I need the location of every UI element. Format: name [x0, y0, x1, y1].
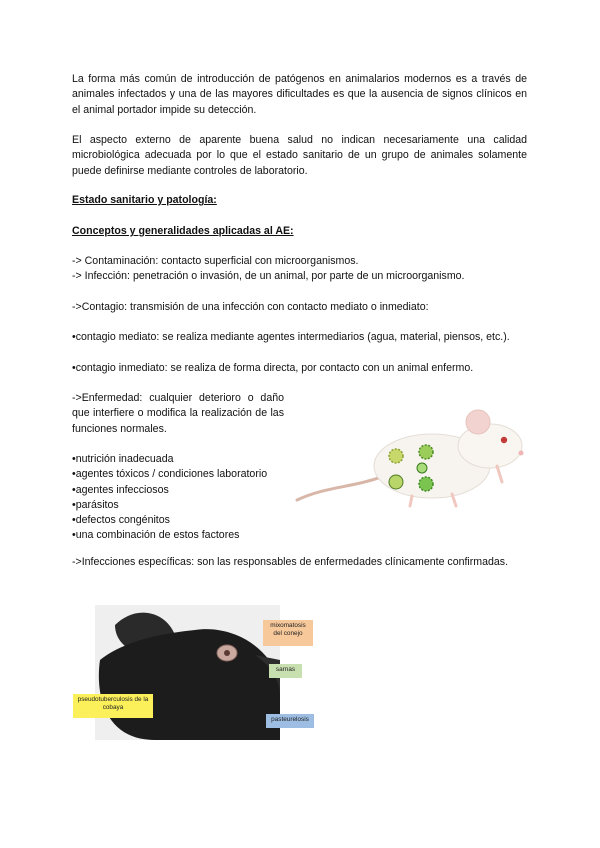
definition-contagio-inmediato: •contagio inmediato: se realiza de forma directa, por contacto con un animal enfermo.: [72, 362, 474, 374]
mouse-nose: [519, 451, 524, 456]
label-pasteurelosis: pasteurelosis: [266, 714, 314, 728]
definition-infecciones-especificas: ->Infecciones específicas: son las responsables de enfermedades clínicamente confirmadas.: [72, 556, 509, 568]
definition-contagio-mediato: •contagio mediato: se realiza mediante agentes intermediarios (agua, material, piensos, etc.).: [72, 331, 510, 343]
mouse-ear: [466, 410, 490, 434]
causes-list-item: •agentes infecciosos: [72, 483, 169, 496]
virus-icon: [419, 477, 433, 491]
mouse-tail: [297, 476, 384, 500]
heading-estado-sanitario: Estado sanitario y patología:: [72, 194, 217, 206]
mouse-head: [458, 424, 522, 468]
mouse-eye: [501, 437, 507, 443]
causes-list-item: •nutrición inadecuada: [72, 453, 174, 465]
paragraph-intro: La forma más común de introducción de patógenos en animalarios modernos es a través de animales infectados y una de las mayores dificultades es que la ausencia de signos clínicos en el animal portador impide su detección.: [72, 73, 527, 116]
causes-list-item: •agentes tóxicos / condiciones laboratorio: [72, 468, 268, 481]
virus-icon: [419, 445, 433, 459]
definition-contaminacion: -> Contaminación: contacto superficial con microorganismos.: [72, 255, 359, 267]
heading-conceptos: Conceptos y generalidades aplicadas al AE:: [72, 225, 294, 237]
rabbit-photo: [95, 605, 280, 740]
causes-list-item: •una combinación de estos factores: [72, 529, 240, 542]
definition-contagio: ->Contagio: transmisión de una infección con contacto mediato o inmediato:: [72, 301, 429, 313]
virus-icon: [389, 449, 403, 463]
causes-list-item: •parásitos: [72, 498, 119, 511]
parasite-icon: [417, 463, 427, 473]
mouse-illustration: [292, 398, 542, 510]
definition-infeccion: -> Infección: penetración o invasión, de un animal, por parte de un microorganismo.: [72, 270, 465, 282]
rabbit-illustration: [95, 605, 280, 740]
label-sarnas: sarnas: [269, 664, 302, 678]
bacteria-icon: [389, 475, 403, 489]
causes-list-item: •defectos congénitos: [72, 514, 170, 527]
label-pseudotuberculosis: pseudotuberculosis de la cobaya: [73, 694, 153, 718]
paragraph-health: El aspecto externo de aparente buena salud no indican necesariamente una calidad microbiológica adecuada por lo que el estado sanitario de un grupo de animales solamente puede definirse mediante controles de laboratorio.: [72, 134, 527, 177]
definition-enfermedad: ->Enfermedad: cualquier deterioro o daño que interfiere o modifica la realización de las funciones normales.: [72, 392, 284, 435]
label-myxomatosis: mixomatosis del conejo: [263, 620, 313, 646]
causes-list: [72, 452, 287, 544]
